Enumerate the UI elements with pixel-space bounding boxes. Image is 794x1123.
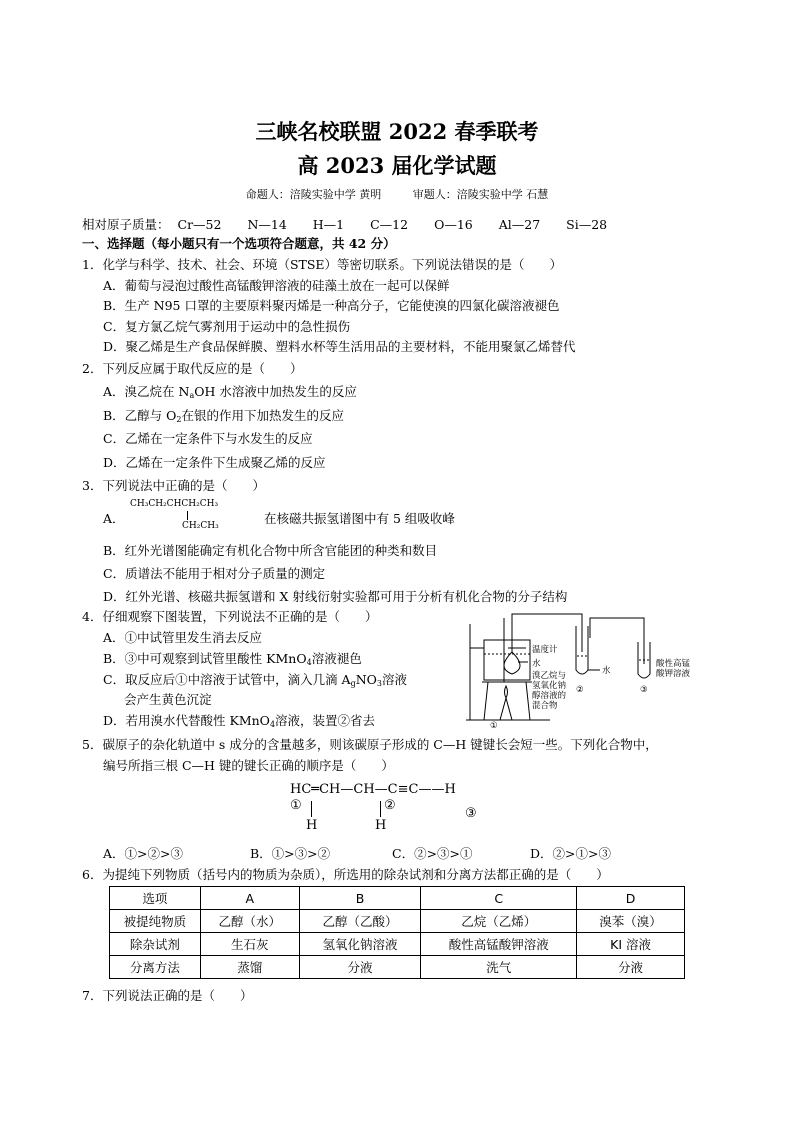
label-mix-2: 氢氧化钠 bbox=[532, 681, 567, 691]
q2-option-c: C．乙烯在一定条件下与水发生的反应 bbox=[103, 431, 313, 446]
delivery-tube-2 bbox=[590, 618, 644, 664]
atomic-masses bbox=[82, 215, 629, 233]
q3-option-c: C．质谱法不能用于相对分子质量的测定 bbox=[103, 566, 326, 581]
q2-option-b: B．乙醇与 $O_2$在银的作用下加热发生的反应 bbox=[103, 408, 345, 424]
q3-structure-branch: CH₂CH₃ bbox=[182, 521, 219, 531]
q5-bond-2 bbox=[380, 801, 381, 817]
q4-option-d: D．若用溴水代替酸性 KMnO$_4$溶液，装置②省去 bbox=[103, 713, 376, 729]
table-cell: D bbox=[577, 887, 685, 910]
q6-stem: 6．为提纯下列物质（括号内的物质为杂质），所选用的除杂试剂和分离方法都正确的是（ ） bbox=[82, 867, 609, 882]
q6-table bbox=[109, 886, 685, 979]
figure-number-3: ③ bbox=[640, 685, 648, 695]
table-cell: 分离方法 bbox=[110, 956, 201, 979]
q4-option-a: A．①中试管里发生消去反应 bbox=[103, 630, 263, 645]
q5-option-b: B．①>③>② bbox=[250, 846, 331, 861]
q3-option-d: D．红外光谱、核磁共振氢谱和 X 射线衍射实验都可用于分析有机化合物的分子结构 bbox=[103, 589, 568, 604]
q5-h-2: H bbox=[375, 818, 387, 833]
q5-bond-1 bbox=[311, 801, 312, 817]
q2-stem: 2．下列反应属于取代反应的是（ ） bbox=[82, 361, 303, 376]
table-cell: B bbox=[299, 887, 421, 910]
q5-stem-line1: 5．碳原子的杂化轨道中 s 成分的含量越多，则该碳原子形成的 C—H 键键长会短一些。下列化合物中， bbox=[82, 737, 658, 752]
q3-option-b: B．红外光谱图能确定有机化合物中所含官能团的种类和数目 bbox=[103, 543, 438, 558]
table-cell: 分液 bbox=[577, 956, 685, 979]
atomic-mass-c: C—12 bbox=[370, 217, 409, 232]
q5-h-1: H bbox=[306, 818, 318, 833]
label-kmno4-2: 酸钾溶液 bbox=[656, 669, 691, 679]
atomic-mass-si: Si—28 bbox=[566, 217, 608, 232]
water-bath bbox=[484, 640, 530, 680]
q2-option-d: D．乙烯在一定条件下生成聚乙烯的反应 bbox=[103, 455, 326, 470]
atomic-mass-h: H—1 bbox=[312, 217, 345, 232]
table-cell: 乙醇（乙酸） bbox=[299, 910, 421, 933]
table-row bbox=[110, 933, 685, 956]
table-cell: 乙烷（乙烯） bbox=[421, 910, 577, 933]
q4-option-b: B．③中可观察到试管里酸性 KMnO$_4$溶液褪色 bbox=[103, 651, 362, 667]
q3-stem: 3．下列说法中正确的是（ ） bbox=[82, 478, 265, 493]
label-thermometer: 温度计 bbox=[532, 645, 558, 655]
table-cell: 洗气 bbox=[421, 956, 577, 979]
section-heading: 一、选择题（每小题只有一个选项符合题意，共 42 分） bbox=[82, 236, 396, 251]
q1-option-b: B．生产 N95 口罩的主要原料聚丙烯是一种高分子，它能使溴的四氯化碳溶液褪色 bbox=[103, 298, 560, 313]
q1-option-c: C．复方氯乙烷气雾剂用于运动中的急性损伤 bbox=[103, 319, 351, 334]
table-cell: 被提纯物质 bbox=[110, 910, 201, 933]
table-cell: 乙醇（水） bbox=[200, 910, 299, 933]
table-cell: 溴苯（溴） bbox=[577, 910, 685, 933]
q7-stem: 7．下列说法正确的是（ ） bbox=[82, 988, 253, 1003]
label-water-1: 水 bbox=[532, 659, 541, 669]
apparatus-figure bbox=[460, 612, 700, 730]
table-cell: 选项 bbox=[110, 887, 201, 910]
q5-option-d: D．②>①>③ bbox=[530, 846, 611, 861]
label-water-2: 水 bbox=[602, 666, 611, 676]
q1-option-d: D．聚乙烯是生产食品保鲜膜、塑料水杯等生活用品的主要材料，不能用聚氯乙烯替代 bbox=[103, 339, 576, 354]
table-cell: 蒸馏 bbox=[200, 956, 299, 979]
author: 命题人：涪陵实验中学 黄明 bbox=[245, 188, 382, 201]
table-cell: KI 溶液 bbox=[577, 933, 685, 956]
page-title-line2: 高 2023 届化学试题 bbox=[297, 153, 497, 178]
label-mix-4: 混合物 bbox=[532, 701, 558, 711]
alcohol-lamp bbox=[500, 698, 512, 720]
atomic-mass-o: O—16 bbox=[434, 217, 473, 232]
reviewer: 审题人：涪陵实验中学 石慧 bbox=[412, 188, 549, 201]
table-row bbox=[110, 887, 685, 910]
q3-structure-main: CH₃CH₂CHCH₂CH₃ bbox=[130, 499, 219, 509]
table-cell: 生石灰 bbox=[200, 933, 299, 956]
table-row bbox=[110, 910, 685, 933]
page-title-line1: 三峡名校联盟 2022 春季联考 bbox=[255, 119, 539, 144]
table-cell: 酸性高锰酸钾溶液 bbox=[421, 933, 577, 956]
q1-option-a: A．葡萄与浸泡过酸性高锰酸钾溶液的硅藻土放在一起可以保鲜 bbox=[103, 278, 450, 293]
label-mix-1: 溴乙烷与 bbox=[532, 671, 567, 681]
atomic-mass-n: N—14 bbox=[247, 217, 287, 232]
q5-option-c: C．②>③>① bbox=[392, 846, 473, 861]
q5-marker-1: ① bbox=[290, 798, 302, 813]
table-cell: A bbox=[200, 887, 299, 910]
q4-option-c-line2: 会产生黄色沉淀 bbox=[124, 692, 212, 707]
q5-stem-line2: 编号所指三根 C—H 键的键长正确的顺序是（ ） bbox=[103, 758, 394, 773]
q4-option-c: C．取反应后①中溶液于试管中，滴入几滴 $A_gNO_3$溶液 bbox=[103, 672, 407, 688]
q5-option-a: A．①>②>③ bbox=[103, 846, 183, 861]
atomic-masses-label: 相对原子质量： bbox=[82, 217, 170, 232]
label-kmno4-1: 酸性高锰 bbox=[656, 659, 691, 669]
figure-number-1: ① bbox=[490, 721, 498, 730]
figure-number-2: ② bbox=[576, 685, 584, 695]
table-cell: C bbox=[421, 887, 577, 910]
table-cell: 分液 bbox=[299, 956, 421, 979]
table-row bbox=[110, 956, 685, 979]
q3-option-a-label: A． bbox=[103, 511, 125, 526]
q5-formula: HC═CH—CH—C≡C——H bbox=[290, 782, 456, 797]
q3-structure-bond bbox=[187, 511, 188, 520]
q4-stem: 4．仔细观察下图装置，下列说法不正确的是（ ） bbox=[82, 609, 378, 624]
q5-marker-3: ③ bbox=[465, 806, 477, 821]
q1-stem: 1．化学与科学、技术、社会、环境（STSE）等密切联系。下列说法错误的是（ ） bbox=[82, 257, 563, 272]
q2-option-a: A．溴乙烷在 $N_aOH$ 水溶液中加热发生的反应 bbox=[103, 384, 357, 400]
atomic-mass-cr: Cr—52 bbox=[177, 217, 222, 232]
label-mix-3: 醇溶液的 bbox=[532, 691, 567, 701]
table-cell: 氢氧化钠溶液 bbox=[299, 933, 421, 956]
authors-line bbox=[0, 186, 794, 202]
table-cell: 除杂试剂 bbox=[110, 933, 201, 956]
q5-marker-2: ② bbox=[384, 798, 396, 813]
q3-option-a-text: 在核磁共振氢谱图中有 5 组吸收峰 bbox=[264, 511, 455, 526]
atomic-mass-al: Al—27 bbox=[498, 217, 541, 232]
